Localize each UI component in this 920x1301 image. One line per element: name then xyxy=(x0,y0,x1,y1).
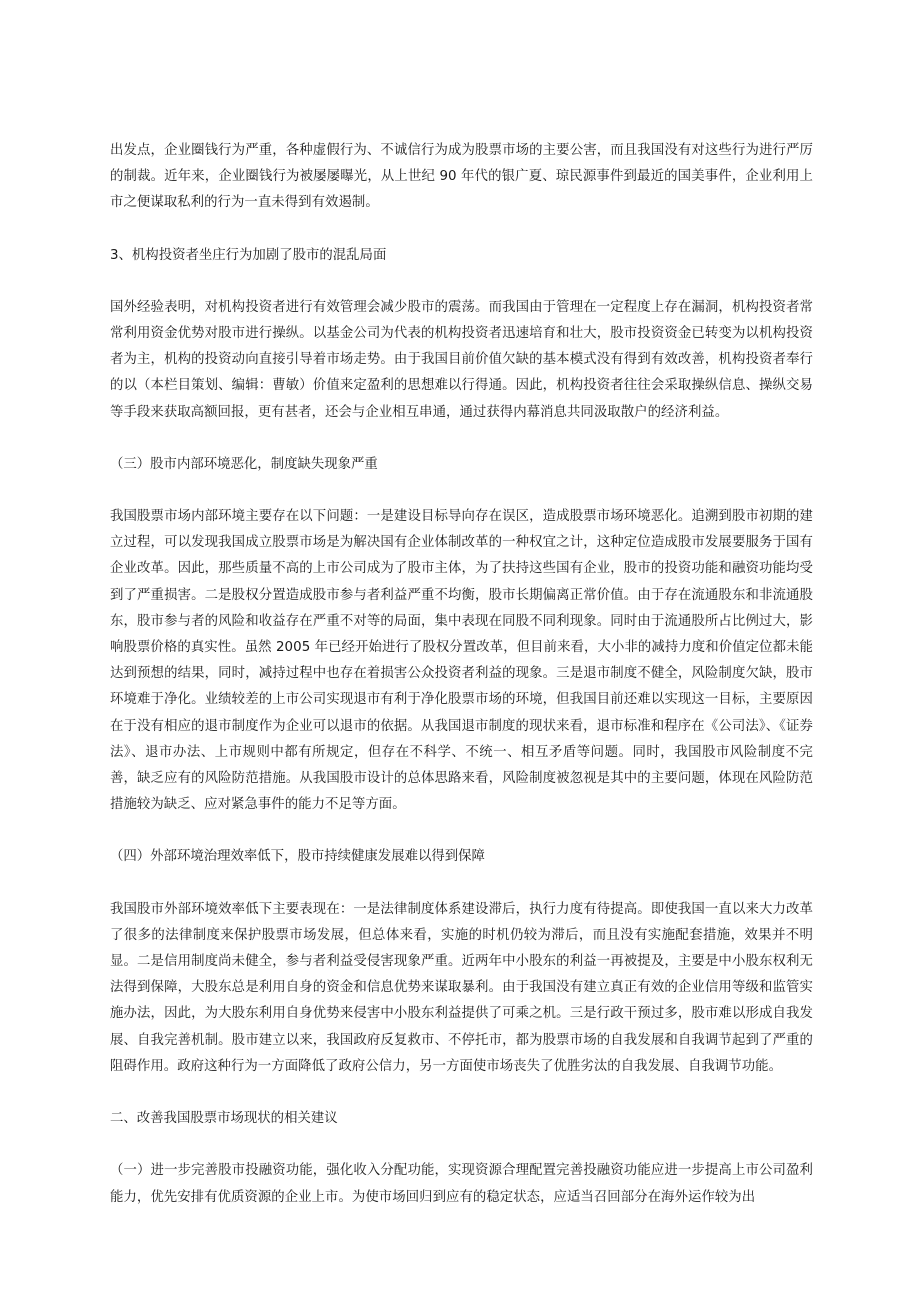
spacer xyxy=(110,478,813,504)
paragraph-recommendation-one: （一）进一步完善股市投融资功能，强化收入分配功能，实现资源合理配置完善投融资功能应进一步提高上市公司盈利能力，优先安排有优质资源的企业上市。为使市场回归到应有的稳定状态，应适当召回部分在海外运作较为出 xyxy=(110,1163,813,1205)
spacer xyxy=(110,1132,813,1158)
paragraph-external-environment: 我国股市外部环境效率低下主要表现在：一是法律制度体系建设滞后，执行力度有待提高。即使我国一直以来大力改革了很多的法律制度来保护股票市场发展，但总体来看，实施的时机仍较为滞后，而且没有实施配套措施，效果并不明显。二是信用制度尚未健全，参与者利益受侵害现象严重。近两年中小股东的利益一再被提及，主要是中小股东权利无法得到保障，大股东总是利用自身的资金和信息优势来谋取暴利。由于我国没有建立真正有效的企业信用等级和监管实施办法，因此，为大股东利用自身优势来侵害中小股东利益提供了可乘之机。三是行政干预过多，股市难以形成自我发展、自我完善机制。股市建立以来，我国政府反复救市、不停托市，都为股票市场的自我发展和自我调节起到了严重的阻碍作用。政府这种行为一方面降低了政府公信力，另一方面使市场丧失了优胜劣汰的自我发展、自我调节功能。 xyxy=(110,901,813,1074)
spacer xyxy=(110,269,813,295)
spacer xyxy=(110,217,813,243)
spacer xyxy=(110,818,813,844)
heading-recommendations: 二、改善我国股票市场现状的相关建议 xyxy=(110,1111,338,1127)
heading-internal-environment: （三）股市内部环境恶化，制度缺失现象严重 xyxy=(110,456,378,472)
spacer xyxy=(110,871,813,897)
heading-institutional-investors: 3、机构投资者坐庄行为加剧了股市的混乱局面 xyxy=(110,247,387,263)
spacer xyxy=(110,426,813,452)
heading-external-environment: （四）外部环境治理效率低下，股市持续健康发展难以得到保障 xyxy=(110,849,485,865)
spacer xyxy=(110,1080,813,1106)
document-body xyxy=(110,138,813,1211)
paragraph-institutional-investors: 国外经验表明，对机构投资者进行有效管理会减少股市的震荡。而我国由于管理在一定程度上存在漏洞，机构投资者常常利用资金优势对股市进行操纵。以基金公司为代表的机构投资者迅速培育和壮大，股市投资资金已转变为以机构投资者为主，机构的投资动向直接引导着市场走势。由于我国目前价值欠缺的基本模式没有得到有效改善，机构投资者奉行的以（本栏目策划、编辑：曹敏）价值来定盈利的思想难以行得通。因此，机构投资者往往会采取操纵信息、操纵交易等手段来获取高额回报，更有甚者，还会与企业相互串通，通过获得内幕消息共同汲取散户的经济利益。 xyxy=(110,299,813,420)
paragraph-internal-environment: 我国股票市场内部环境主要存在以下问题：一是建设目标导向存在误区，造成股票市场环境恶化。追溯到股市初期的建立过程，可以发现我国成立股票市场是为解决国有企业体制改革的一种权宜之计，这种定位造成股市发展要服务于国有企业改革。因此，那些质量不高的上市公司成为了股市主体，为了扶持这些国有企业，股市的投资功能和融资功能均受到了严重损害。二是股权分置造成股市参与者利益严重不均衡，股市长期偏离正常价值。由于存在流通股东和非流通股东，股市参与者的风险和收益存在严重不对等的局面，集中表现在同股不同利现象。同时由于流通股所占比例过大，影响股票价格的真实性。虽然 2005 年已经开始进行了股权分置改革，但目前来看，大小非的减持力度和价值定位都未能达到预想的结果，同时，减持过程中也存在着损害公众投资者利益的现象。三是退市制度不健全，风险制度欠缺，股市环境难于净化。业绩较差的上市公司实现退市有利于净化股票市场的环境，但我国目前还难以实现这一目标，主要原因在于没有相应的退市制度作为企业可以退市的依据。从我国退市制度的现状来看，退市标准和程序在《公司法》、《证券法》、退市办法、上市规则中都有所规定，但存在不科学、不统一、相互矛盾等问题。同时，我国股市风险制度不完善，缺乏应有的风险防范措施。从我国股市设计的总体思路来看，风险制度被忽视是其中的主要问题，体现在风险防范措施较为缺乏、应对紧急事件的能力不足等方面。 xyxy=(110,509,813,813)
paragraph-corporate-misconduct: 出发点，企业圈钱行为严重，各种虚假行为、不诚信行为成为股票市场的主要公害，而且我国没有对这些行为进行严厉的制裁。近年来，企业圈钱行为被屡屡曝光，从上世纪 90 年代的银广夏、琼民源事件到最近的国美事件，企业利用上市之便谋取私利的行为一直未得到有效遏制。 xyxy=(110,143,813,211)
